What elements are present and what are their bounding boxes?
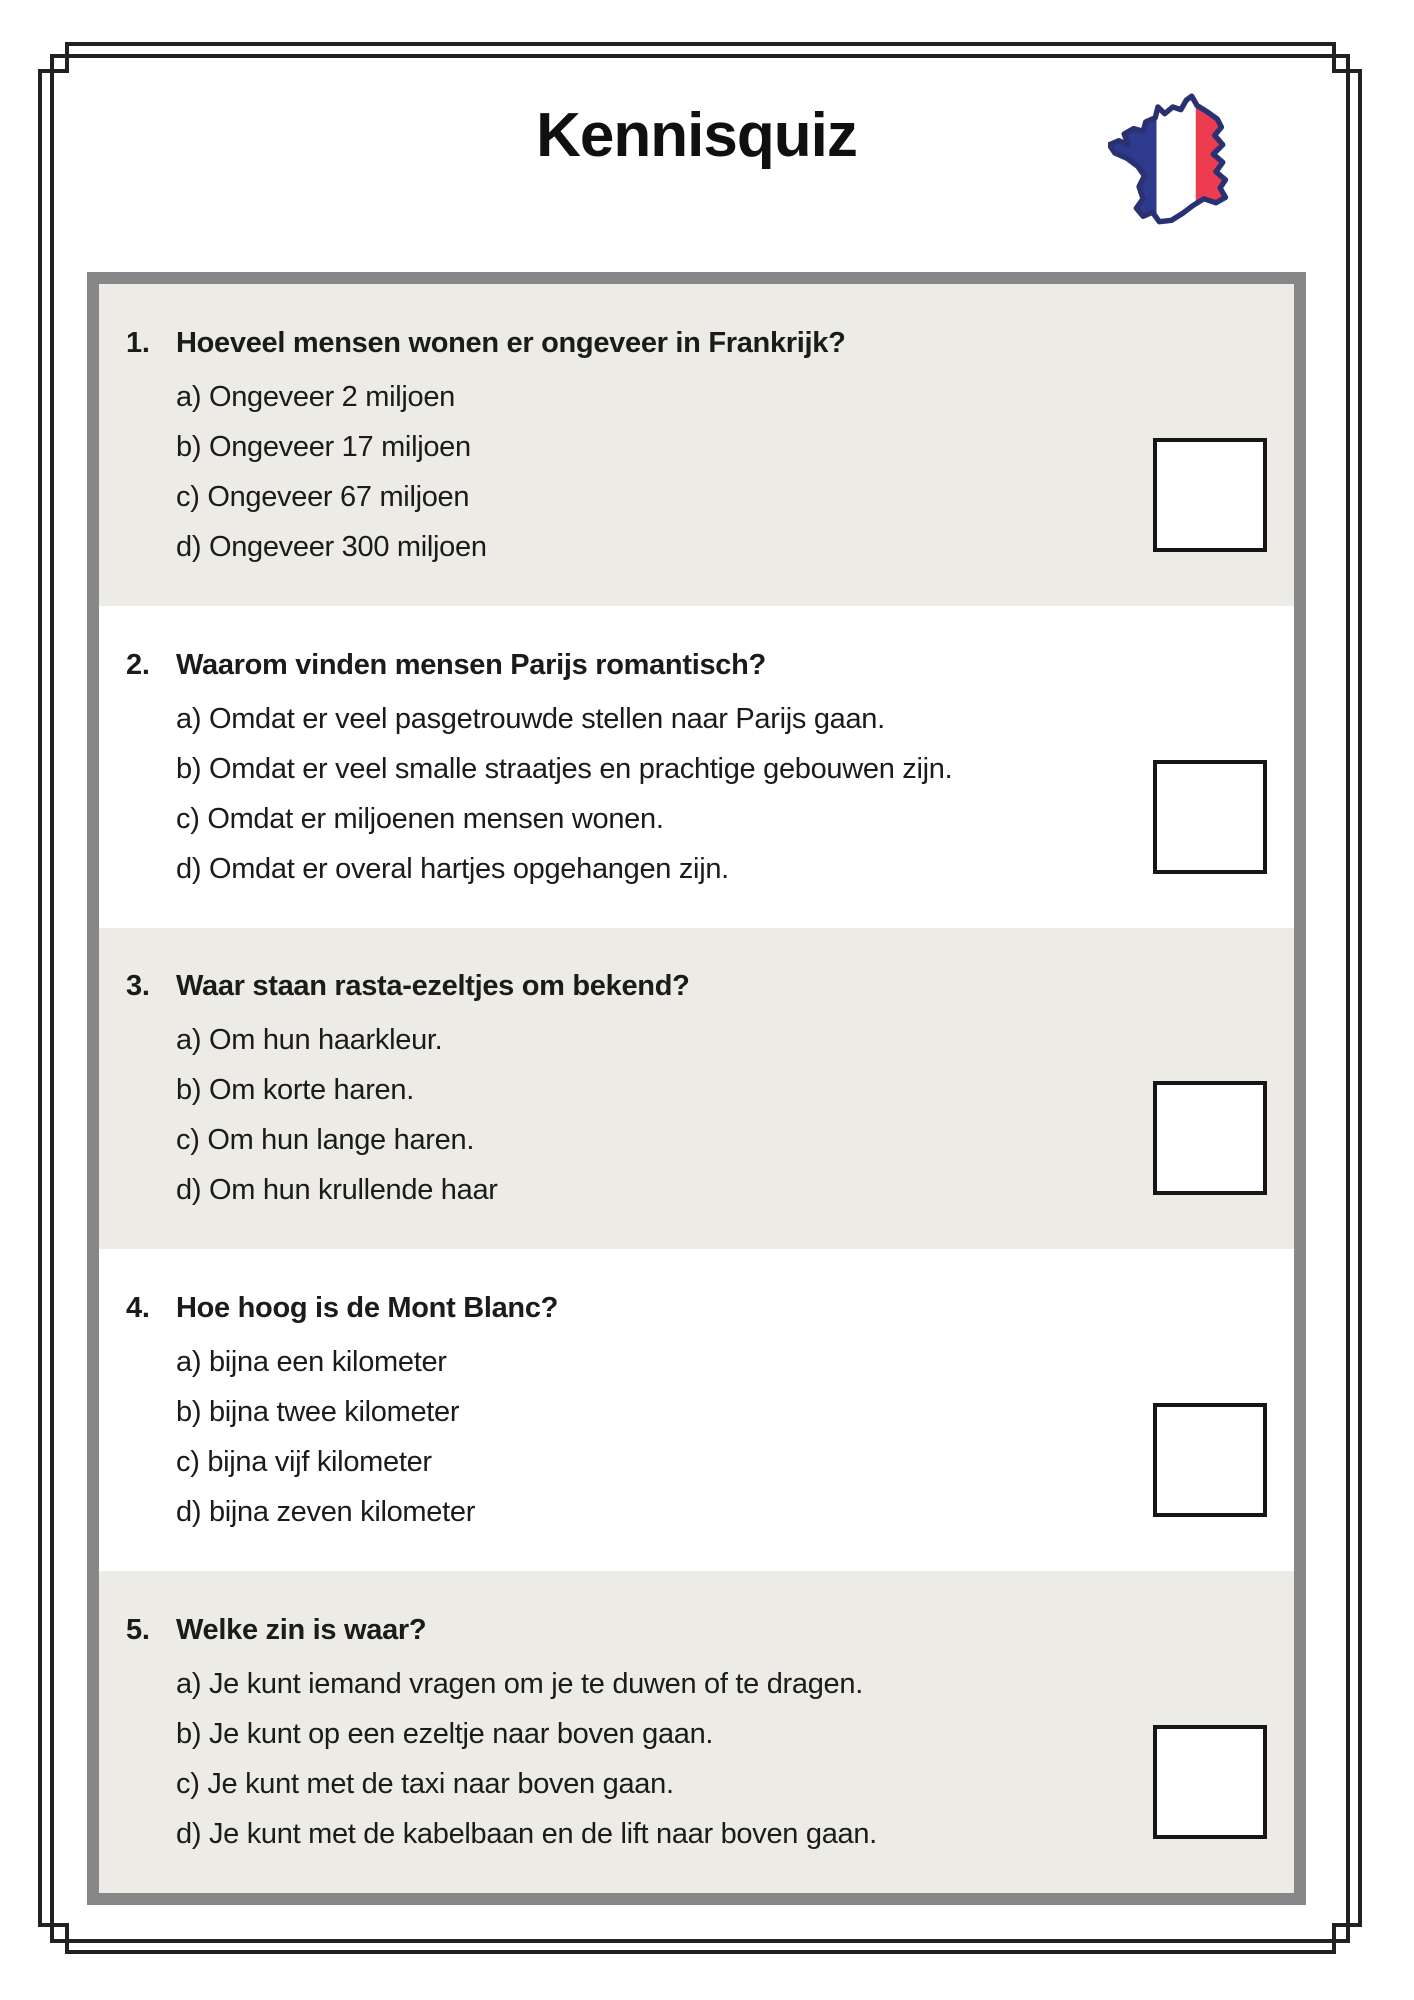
answer-option: a) Omdat er veel pasgetrouwde stellen naar Parijs gaan. (176, 702, 885, 735)
answer-option: d) bijna zeven kilometer (176, 1496, 476, 1529)
answer-option: b) Omdat er veel smalle straatjes en prachtige gebouwen zijn. (176, 752, 953, 785)
answer-box-q2[interactable] (1153, 760, 1267, 874)
answer-box-q3[interactable] (1153, 1081, 1267, 1195)
answer-option: c) Ongeveer 67 miljoen (176, 480, 470, 513)
question-content (126, 961, 1135, 1215)
question-content (126, 1605, 1135, 1859)
answer-option: d) Ongeveer 300 miljoen (176, 530, 487, 563)
answer-box-q5[interactable] (1153, 1725, 1267, 1839)
question-text: Hoeveel mensen wonen er ongeveer in Frankrijk? (176, 326, 846, 359)
answer-option: c) bijna vijf kilometer (176, 1446, 432, 1479)
answer-options (176, 372, 1135, 572)
question-title (126, 640, 1135, 690)
answer-option: a) Ongeveer 2 miljoen (176, 380, 456, 413)
answer-option: a) bijna een kilometer (176, 1346, 447, 1379)
question-number: 2. (126, 648, 150, 681)
answer-option: a) Om hun haarkleur. (176, 1024, 443, 1057)
question-number: 4. (126, 1292, 150, 1325)
answer-option: d) Je kunt met de kabelbaan en de lift naar boven gaan. (176, 1818, 877, 1851)
quiz-box (87, 272, 1306, 1905)
question-number: 1. (126, 326, 150, 359)
page-title: Kennisquiz (536, 101, 857, 170)
answer-option: b) Je kunt op een ezeltje naar boven gaan. (176, 1718, 714, 1751)
answer-option: c) Je kunt met de taxi naar boven gaan. (176, 1768, 674, 1801)
question-block-4 (99, 1249, 1294, 1571)
answer-box-q4[interactable] (1153, 1403, 1267, 1517)
question-title (126, 1283, 1135, 1333)
question-text: Welke zin is waar? (176, 1614, 427, 1647)
question-block-5 (99, 1571, 1294, 1893)
question-content (126, 318, 1135, 572)
answer-options (176, 1015, 1135, 1215)
question-block-2 (99, 606, 1294, 928)
question-text: Hoe hoog is de Mont Blanc? (176, 1292, 559, 1325)
question-number: 3. (126, 970, 150, 1003)
answer-box-q1[interactable] (1153, 438, 1267, 552)
answer-options (176, 1337, 1135, 1537)
answer-option: c) Omdat er miljoenen mensen wonen. (176, 802, 664, 835)
question-number: 5. (126, 1614, 150, 1647)
answer-option: d) Om hun krullende haar (176, 1174, 498, 1207)
answer-options (176, 1659, 1135, 1859)
france-map-flag-icon (1108, 88, 1270, 242)
question-block-3 (99, 928, 1294, 1250)
question-text: Waarom vinden mensen Parijs romantisch? (176, 648, 766, 681)
question-title (126, 1605, 1135, 1655)
question-content (126, 640, 1135, 894)
question-block-1 (99, 284, 1294, 606)
question-content (126, 1283, 1135, 1537)
answer-option: a) Je kunt iemand vragen om je te duwen of te dragen. (176, 1668, 863, 1701)
answer-option: c) Om hun lange haren. (176, 1124, 475, 1157)
answer-options (176, 694, 1135, 894)
question-title (126, 961, 1135, 1011)
answer-option: b) bijna twee kilometer (176, 1396, 460, 1429)
question-title (126, 318, 1135, 368)
answer-option: b) Om korte haren. (176, 1074, 414, 1107)
question-text: Waar staan rasta-ezeltjes om bekend? (176, 970, 690, 1003)
answer-option: b) Ongeveer 17 miljoen (176, 430, 471, 463)
answer-option: d) Omdat er overal hartjes opgehangen zijn. (176, 852, 729, 885)
